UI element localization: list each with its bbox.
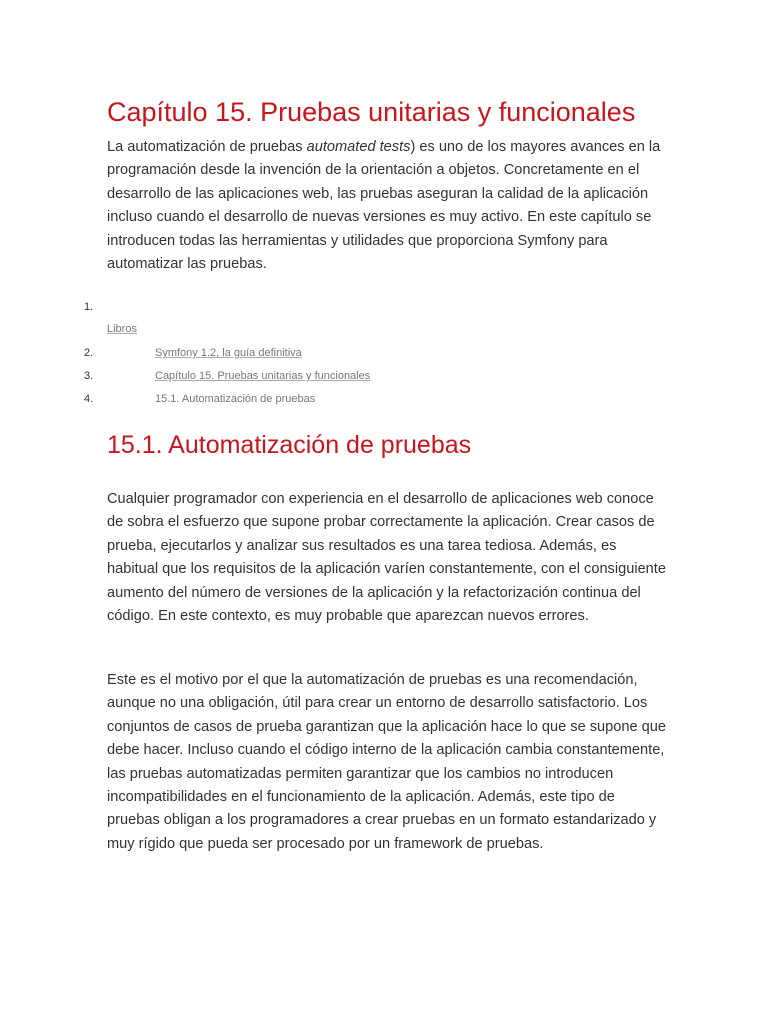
intro-text-after: ) es uno de los mayores avances en la programación desde la invención de la orientación a objetos. Concretamente en el desarrollo de las aplicaciones web, las pruebas aseguran la calidad de la aplicación incluso cuando el desarrollo de nuevas versiones es muy activo. En este capítulo se introducen todas las herramientas y utilidades que proporciona Symfony para automatizar las pruebas.: [107, 139, 661, 273]
breadcrumb-link-book[interactable]: Symfony 1.2, la guía definitiva: [155, 347, 302, 359]
chapter-intro: [107, 136, 667, 276]
breadcrumb-number-3: 3.: [84, 370, 94, 382]
section-paragraph: Este es el motivo por el que la automatización de pruebas es una recomendación, aunque no una obligación, útil para crear un entorno de desarrollo satisfactorio. Los conjuntos de casos de prueba garantizan que la aplicación hace lo que se supone que debe hacer. Incluso cuando el código interno de la aplicación cambia constantemente, las pruebas automatizadas permiten garantizar que los cambios no introducen incompatibilidades en el funcionamiento de la aplicación. Además, este tipo de pruebas obligan a los programadores a crear pruebas en un formato estandarizado y muy rígido que pueda ser procesado por un framework de pruebas.: [107, 672, 667, 852]
breadcrumb-number-1: 1.: [84, 301, 94, 313]
breadcrumb-number-2: 2.: [84, 347, 94, 359]
section-title: 15.1. Automatización de pruebas: [107, 431, 472, 459]
section-paragraph: Cualquier programador con experiencia en el desarrollo de aplicaciones web conoce de sobra el esfuerzo que supone probar correctamente la aplicación. Crear casos de prueba, ejecutarlos y analizar sus resultados es una tarea tediosa. Además, es habitual que los requisitos de la aplicación varíen constantemente, con el consiguiente aumento del número de versiones de la aplicación y la refactorización continua del código. En este contexto, es muy probable que aparezcan nuevos errores.: [107, 491, 666, 625]
breadcrumb-current: 15.1. Automatización de pruebas: [155, 393, 316, 405]
intro-text-before: La automatización de pruebas: [107, 139, 307, 155]
breadcrumb-link-chapter[interactable]: Capítulo 15. Pruebas unitarias y funcionales: [155, 370, 371, 382]
intro-emphasis: automated tests: [306, 139, 411, 155]
breadcrumb-link-libros[interactable]: Libros: [107, 323, 137, 335]
chapter-title: Capítulo 15. Pruebas unitarias y funcionales: [107, 97, 636, 127]
breadcrumb-number-4: 4.: [84, 393, 94, 405]
